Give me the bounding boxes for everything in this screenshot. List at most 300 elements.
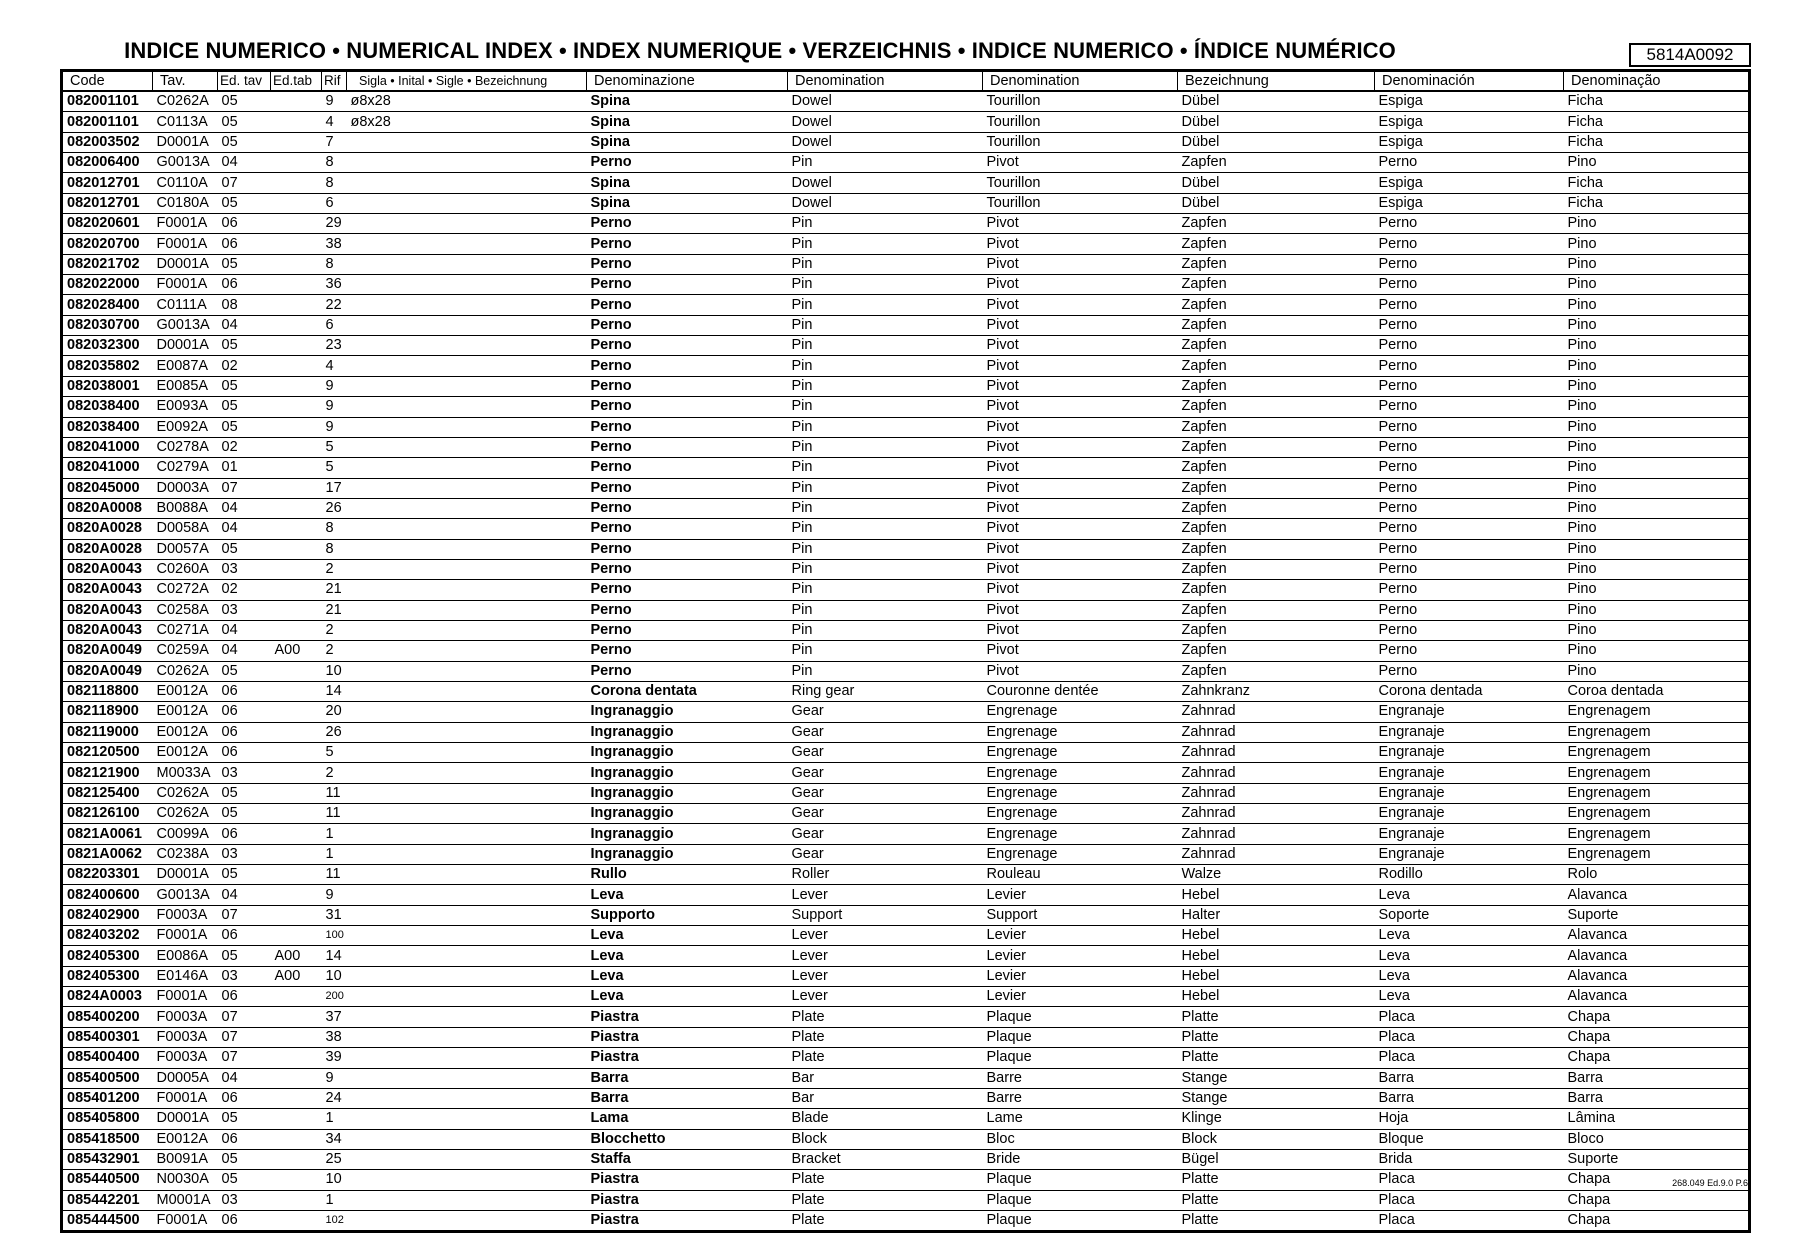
cell-code: 082006400 [62,153,153,173]
cell-denomination-en: Pin [788,295,983,315]
cell-denomination-fr: Engrenage [983,824,1178,844]
cell-denominazione: Ingranaggio [587,804,788,824]
table-row [62,1109,1750,1129]
cell-code: 085400400 [62,1048,153,1068]
cell-sigla [347,865,587,885]
cell-ed-tav: 04 [218,153,271,173]
cell-code: 082120500 [62,743,153,763]
cell-code: 082405300 [62,946,153,966]
cell-ed-tab [271,153,322,173]
cell-sigla [347,214,587,234]
table-row [62,783,1750,803]
cell-denominacao: Pino [1564,315,1750,335]
table-body [62,91,1750,1232]
cell-denominazione: Barra [587,1068,788,1088]
cell-code: 082012701 [62,193,153,213]
cell-denomination-en: Pin [788,580,983,600]
cell-denomination-en: Pin [788,478,983,498]
cell-sigla [347,681,587,701]
cell-code: 082035802 [62,356,153,376]
cell-denominacion: Engranaje [1375,844,1564,864]
cell-rif: 10 [322,966,347,986]
cell-bezeichnung: Dübel [1178,112,1375,132]
cell-rif: 8 [322,519,347,539]
cell-denominacao: Coroa dentada [1564,681,1750,701]
cell-code: 0820A0043 [62,600,153,620]
cell-denominacao: Rolo [1564,865,1750,885]
cell-ed-tav: 04 [218,315,271,335]
cell-denomination-en: Plate [788,1170,983,1190]
cell-ed-tab [271,376,322,396]
cell-ed-tav: 06 [218,214,271,234]
cell-ed-tab [271,214,322,234]
table-row [62,214,1750,234]
cell-denomination-fr: Pivot [983,478,1178,498]
cell-sigla: ø8x28 [347,112,587,132]
cell-bezeichnung: Zahnkranz [1178,681,1375,701]
table-row [62,865,1750,885]
table-row [62,1210,1750,1231]
cell-ed-tav: 05 [218,91,271,112]
cell-tav: E0086A [153,946,218,966]
cell-bezeichnung: Zapfen [1178,661,1375,681]
cell-denomination-fr: Plaque [983,1007,1178,1027]
cell-tav: C0099A [153,824,218,844]
cell-ed-tab [271,356,322,376]
cell-code: 082403202 [62,926,153,946]
cell-denomination-en: Pin [788,153,983,173]
cell-denomination-fr: Tourillon [983,193,1178,213]
cell-denominacao: Pino [1564,234,1750,254]
cell-bezeichnung: Zapfen [1178,275,1375,295]
cell-denominazione: Leva [587,926,788,946]
cell-denomination-fr: Engrenage [983,804,1178,824]
cell-bezeichnung: Zapfen [1178,498,1375,518]
cell-tav: D0001A [153,1109,218,1129]
cell-denominacao: Pino [1564,336,1750,356]
cell-denomination-fr: Pivot [983,519,1178,539]
cell-code: 085440500 [62,1170,153,1190]
cell-tav: F0001A [153,275,218,295]
cell-ed-tab [271,661,322,681]
cell-rif: 2 [322,763,347,783]
cell-denominacao: Bloco [1564,1129,1750,1149]
cell-ed-tab [271,1088,322,1108]
cell-tav: E0012A [153,743,218,763]
cell-bezeichnung: Zahnrad [1178,702,1375,722]
cell-ed-tav: 05 [218,132,271,152]
table-row [62,519,1750,539]
cell-sigla [347,926,587,946]
cell-denominacion: Engranaje [1375,702,1564,722]
cell-denominazione: Spina [587,91,788,112]
cell-ed-tav: 01 [218,458,271,478]
cell-code: 082012701 [62,173,153,193]
cell-code: 082118800 [62,681,153,701]
cell-denominazione: Perno [587,478,788,498]
cell-denominacion: Perno [1375,295,1564,315]
cell-sigla [347,804,587,824]
cell-code: 082119000 [62,722,153,742]
cell-ed-tav: 05 [218,783,271,803]
cell-denominazione: Spina [587,173,788,193]
cell-denominazione: Ingranaggio [587,743,788,763]
cell-sigla [347,1109,587,1129]
cell-tav: C0238A [153,844,218,864]
header-row [62,71,1750,92]
cell-sigla [347,295,587,315]
cell-denominacao: Barra [1564,1068,1750,1088]
cell-sigla [347,519,587,539]
cell-rif: 21 [322,600,347,620]
cell-ed-tav: 05 [218,417,271,437]
cell-sigla [347,1149,587,1169]
cell-denominacion: Perno [1375,559,1564,579]
cell-ed-tab: A00 [271,966,322,986]
header-denomination-fr: Denomination [983,71,1178,92]
cell-ed-tab [271,1027,322,1047]
cell-sigla: ø8x28 [347,91,587,112]
cell-denominacion: Perno [1375,620,1564,640]
cell-rif: 6 [322,315,347,335]
cell-denominacion: Perno [1375,336,1564,356]
cell-ed-tab [271,275,322,295]
cell-ed-tav: 05 [218,946,271,966]
cell-sigla [347,498,587,518]
cell-denominazione: Lama [587,1109,788,1129]
cell-denominazione: Ingranaggio [587,844,788,864]
cell-denominazione: Perno [587,153,788,173]
cell-tav: E0085A [153,376,218,396]
cell-denomination-fr: Pivot [983,254,1178,274]
cell-denomination-fr: Plaque [983,1027,1178,1047]
cell-denomination-en: Lever [788,885,983,905]
cell-denomination-fr: Engrenage [983,763,1178,783]
table-row [62,153,1750,173]
cell-denomination-en: Bar [788,1088,983,1108]
cell-ed-tab [271,254,322,274]
cell-denominacion: Leva [1375,926,1564,946]
cell-tav: F0001A [153,926,218,946]
cell-ed-tav: 03 [218,966,271,986]
cell-ed-tab [271,458,322,478]
cell-bezeichnung: Zapfen [1178,600,1375,620]
cell-rif: 2 [322,559,347,579]
cell-tav: N0030A [153,1170,218,1190]
cell-denominazione: Barra [587,1088,788,1108]
cell-bezeichnung: Zapfen [1178,458,1375,478]
cell-bezeichnung: Zapfen [1178,214,1375,234]
cell-ed-tav: 06 [218,1129,271,1149]
cell-ed-tav: 06 [218,702,271,722]
cell-bezeichnung: Zahnrad [1178,824,1375,844]
cell-denominacion: Perno [1375,478,1564,498]
cell-denominacion: Espiga [1375,132,1564,152]
cell-tav: C0262A [153,783,218,803]
cell-ed-tab [271,763,322,783]
cell-bezeichnung: Hebel [1178,966,1375,986]
cell-bezeichnung: Platte [1181,1212,1219,1229]
cell-denomination-fr: Levier [983,946,1178,966]
cell-ed-tav: 02 [218,356,271,376]
cell-denomination-fr: Couronne dentée [983,681,1178,701]
cell-denominacao: Pino [1564,397,1750,417]
cell-denominacao: Pino [1564,153,1750,173]
cell-denominacao: Pino [1564,356,1750,376]
cell-sigla [347,763,587,783]
cell-ed-tav: 05 [218,661,271,681]
cell-sigla [347,641,587,661]
cell-sigla [347,1048,587,1068]
cell-denomination-fr: Plaque [983,1170,1178,1190]
cell-denominazione: Perno [587,254,788,274]
cell-tav: D0005A [153,1068,218,1088]
cell-denominacao: Ficha [1564,132,1750,152]
cell-code: 082003502 [62,132,153,152]
cell-denominacao: Suporte [1564,1149,1750,1169]
cell-ed-tab [271,1210,322,1231]
cell-bezeichnung: Zahnrad [1178,804,1375,824]
cell-sigla [347,539,587,559]
cell-denominacao: Lâmina [1564,1109,1750,1129]
cell-denominazione: Leva [587,946,788,966]
cell-denominazione: Perno [587,295,788,315]
cell-denomination-en: Pin [788,661,983,681]
cell-ed-tab [271,1007,322,1027]
cell-tav: F0001A [156,1212,208,1229]
cell-denominacion: Espiga [1375,91,1564,112]
cell-tav: C0258A [153,600,218,620]
cell-denominacao: Barra [1564,1088,1750,1108]
cell-denomination-fr: Pivot [983,437,1178,457]
cell-denomination-en: Pin [788,600,983,620]
cell-denomination-en: Gear [788,804,983,824]
table-row [62,804,1750,824]
cell-denominacion: Leva [1375,946,1564,966]
cell-code: 082203301 [62,865,153,885]
cell-denominacion: Engranaje [1375,722,1564,742]
cell-ed-tav: 07 [218,1048,271,1068]
cell-bezeichnung: Stange [1178,1088,1375,1108]
cell-denomination-en: Bar [788,1068,983,1088]
cell-denominacao: Engrenagem [1564,783,1750,803]
cell-ed-tab [271,234,322,254]
cell-denominacao: Pino [1564,458,1750,478]
cell-denominazione: Perno [587,641,788,661]
cell-code: 085432901 [62,1149,153,1169]
cell-denominazione: Blocchetto [587,1129,788,1149]
cell-ed-tab [271,173,322,193]
cell-denominacion: Perno [1375,519,1564,539]
cell-denominacion: Perno [1375,376,1564,396]
cell-denomination-fr: Tourillon [983,132,1178,152]
cell-code: 0820A0008 [62,498,153,518]
cell-denominacion: Perno [1375,417,1564,437]
cell-sigla [347,661,587,681]
table-row [62,539,1750,559]
footer-edition: 268.049 Ed.9.0 P.6 [1672,1178,1748,1188]
table-row [62,478,1750,498]
cell-denominacion: Perno [1375,539,1564,559]
cell-sigla [347,437,587,457]
cell-denomination-fr: Support [983,905,1178,925]
cell-tav: E0093A [153,397,218,417]
header-code: Code [62,71,153,92]
cell-denomination-fr: Plaque [986,1212,1032,1229]
cell-rif: 11 [322,783,347,803]
cell-denomination-en: Pin [788,315,983,335]
cell-ed-tav: 04 [218,885,271,905]
cell-denomination-en: Lever [788,926,983,946]
cell-code: 085418500 [62,1129,153,1149]
cell-denomination-en: Gear [788,844,983,864]
cell-denomination-fr: Pivot [983,356,1178,376]
cell-sigla [347,1170,587,1190]
cell-sigla [347,254,587,274]
cell-denominazione: Perno [587,417,788,437]
cell-denominacion: Perno [1375,661,1564,681]
table-row [62,315,1750,335]
cell-tav: M0001A [153,1190,218,1210]
cell-denominacao: Ficha [1564,112,1750,132]
cell-denominazione: Perno [587,234,788,254]
cell-denomination-en: Roller [788,865,983,885]
cell-bezeichnung: Zapfen [1178,539,1375,559]
cell-sigla [347,987,587,1007]
cell-code: 082001101 [62,112,153,132]
cell-ed-tav: 07 [218,173,271,193]
cell-denominazione: Perno [587,580,788,600]
cell-bezeichnung: Platte [1178,1027,1375,1047]
cell-bezeichnung: Zahnrad [1178,783,1375,803]
cell-rif: 38 [322,234,347,254]
header-ed-tav: Ed. tav [218,71,271,92]
cell-ed-tav: 03 [218,763,271,783]
table-row [62,763,1750,783]
cell-bezeichnung: Dübel [1178,91,1375,112]
cell-denominacion: Espiga [1375,193,1564,213]
cell-code: 0820A0043 [62,620,153,640]
cell-ed-tav: 08 [218,295,271,315]
cell-tav: D0058A [153,519,218,539]
cell-denomination-en: Pin [788,397,983,417]
cell-ed-tab [271,519,322,539]
cell-ed-tab [271,580,322,600]
cell-bezeichnung: Zapfen [1178,376,1375,396]
cell-ed-tav: 05 [218,1170,271,1190]
cell-denominacao: Pino [1564,559,1750,579]
table-row [62,417,1750,437]
cell-rif: 1 [322,1109,347,1129]
cell-code: 082405300 [62,966,153,986]
cell-ed-tab [271,91,322,112]
cell-rif: 36 [322,275,347,295]
cell-code: 082118900 [62,702,153,722]
cell-ed-tab [271,824,322,844]
cell-denomination-en: Pin [788,620,983,640]
table-row [62,1088,1750,1108]
cell-code: 082030700 [62,315,153,335]
cell-ed-tav: 04 [218,1068,271,1088]
cell-bezeichnung: Zapfen [1178,641,1375,661]
cell-denominacao: Chapa [1564,1007,1750,1027]
header-tav: Tav. [153,71,218,92]
cell-tav: F0003A [153,1048,218,1068]
cell-rif: 37 [322,1007,347,1027]
table-row [62,193,1750,213]
cell-ed-tav: 05 [218,376,271,396]
cell-bezeichnung: Zapfen [1178,417,1375,437]
cell-denominacion: Rodillo [1375,865,1564,885]
cell-denominazione: Ingranaggio [587,722,788,742]
cell-ed-tav: 06 [218,987,271,1007]
cell-ed-tab [271,315,322,335]
cell-denomination-en: Plate [788,1027,983,1047]
cell-ed-tab [271,1170,322,1190]
cell-bezeichnung: Dübel [1178,173,1375,193]
cell-sigla [347,1190,587,1210]
cell-bezeichnung: Zapfen [1178,620,1375,640]
cell-denominazione: Perno [587,620,788,640]
table-row [62,1068,1750,1088]
cell-sigla [347,702,587,722]
cell-denomination-en: Pin [788,417,983,437]
cell-ed-tab [271,885,322,905]
cell-ed-tav: 05 [218,1149,271,1169]
cell-denomination-en: Dowel [788,173,983,193]
cell-ed-tav: 07 [218,478,271,498]
cell-denomination-en: Gear [788,743,983,763]
cell-denominazione: Perno [587,376,788,396]
cell-denomination-fr: Levier [983,885,1178,905]
cell-code: 085444500 [67,1212,140,1229]
table-row [62,702,1750,722]
cell-rif: 9 [322,91,347,112]
cell-denomination-en: Bracket [788,1149,983,1169]
cell-rif: 1 [322,824,347,844]
cell-denominacion: Bloque [1375,1129,1564,1149]
cell-denomination-en: Lever [788,966,983,986]
cell-denominacao: Engrenagem [1564,722,1750,742]
cell-code: 082021702 [62,254,153,274]
cell-denomination-fr: Pivot [983,336,1178,356]
cell-denominacao: Engrenagem [1564,844,1750,864]
cell-denominacao: Alavanca [1564,926,1750,946]
header-denominazione: Denominazione [587,71,788,92]
cell-denominacion: Corona dentada [1375,681,1564,701]
table-row [62,498,1750,518]
cell-tav: M0033A [153,763,218,783]
cell-bezeichnung: Zahnrad [1178,743,1375,763]
cell-denomination-en: Blade [788,1109,983,1129]
cell-denominacion: Engranaje [1375,804,1564,824]
cell-denomination-fr: Pivot [983,661,1178,681]
table-row [62,844,1750,864]
cell-denomination-en: Dowel [788,91,983,112]
table-row [62,1129,1750,1149]
table-row [62,559,1750,579]
cell-sigla [347,275,587,295]
cell-denominacao: Alavanca [1564,885,1750,905]
cell-tav: B0091A [153,1149,218,1169]
cell-bezeichnung: Platte [1178,1190,1375,1210]
cell-code: 082038400 [62,417,153,437]
cell-sigla [347,1129,587,1149]
cell-denomination-fr: Plaque [983,1048,1178,1068]
cell-sigla [347,1210,587,1231]
page-title: INDICE NUMERICO • NUMERICAL INDEX • INDEX NUMERIQUE • VERZEICHNIS • INDICE NUMERICO • ÍNDICE NUMÉRICO [124,38,1396,63]
cell-denomination-fr: Engrenage [983,722,1178,742]
